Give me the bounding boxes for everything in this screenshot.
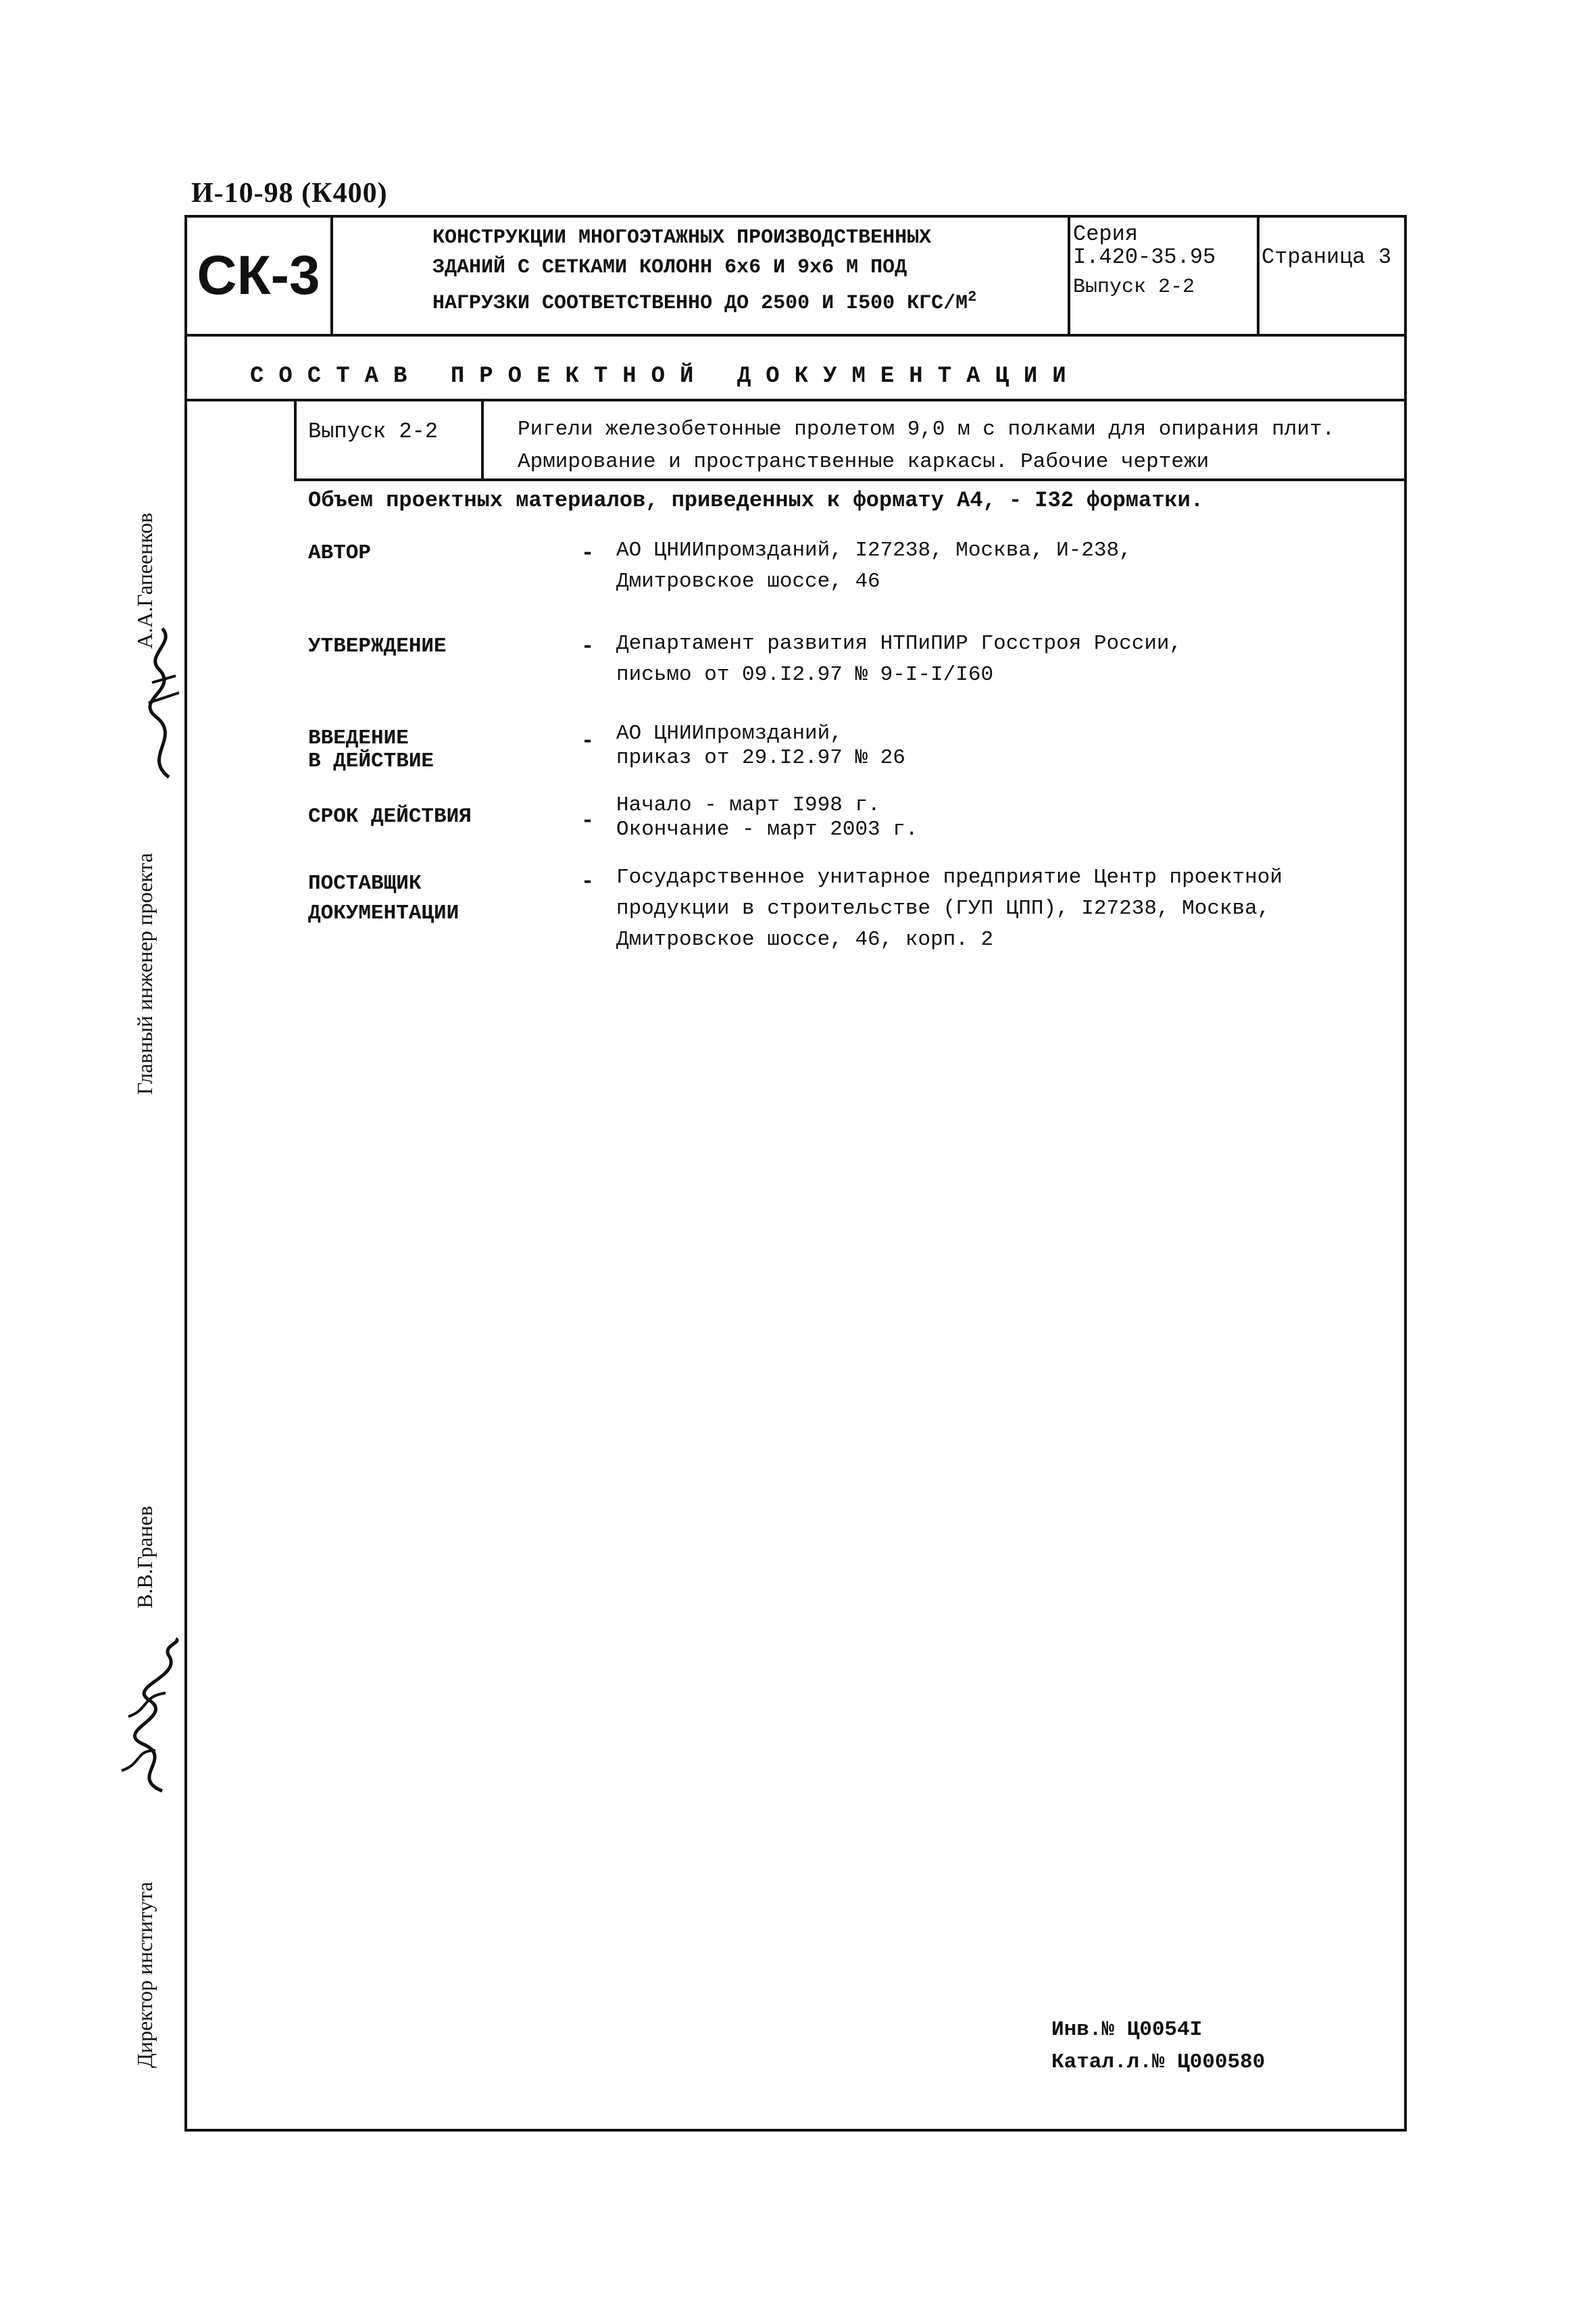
issue-row-divider: [481, 399, 484, 481]
series-number: I.420-35.95: [1073, 245, 1216, 270]
entry-enactment-label-line-2: В ДЕЙСТВИЕ: [308, 749, 434, 773]
entry-enactment-value-line-1: АО ЦНИИпромзданий,: [616, 722, 843, 745]
signature-director: [101, 1635, 196, 1798]
side-role-director: Директор института: [132, 1881, 157, 2068]
stamp-title-line-2: ЗДАНИЙ С СЕТКАМИ КОЛОНН 6х6 И 9х6 М ПОД: [432, 256, 907, 279]
issue-description-line-2: Армирование и пространственные каркасы. Рабочие чертежи: [518, 450, 1210, 474]
entry-author-value-line-2: Дмитровское шоссе, 46: [616, 570, 880, 593]
side-role-chief-engineer: Главный инженер проекта: [132, 852, 157, 1095]
inventory-number: Инв.№ Ц0054I: [1051, 2018, 1203, 2042]
stamp-issue-label: Выпуск 2-2: [1073, 276, 1195, 299]
issue-row-bottom-line: [294, 478, 1407, 481]
entry-author-label-line-1: АВТОР: [308, 541, 372, 565]
series-label: Серия: [1073, 222, 1139, 247]
section-title-bottom-line: [184, 399, 1407, 401]
entry-supplier-value-line-2: продукции в строительстве (ГУП ЦПП), I27238, Москва,: [616, 897, 1270, 920]
entry-enactment-label: [308, 727, 434, 773]
stamp-title-line-3: [432, 282, 1054, 318]
entry-approval-value-line-2: письмо от 09.I2.97 № 9-I-I/I60: [616, 663, 994, 687]
entry-author-value-line-1: АО ЦНИИпромзданий, I27238, Москва, И-238,: [616, 539, 1132, 562]
catalog-number: Катал.л.№ Ц000580: [1051, 2050, 1266, 2074]
entry-enactment-label-line-1: ВВЕДЕНИЕ: [308, 727, 409, 750]
stamp-title-superscript: 2: [968, 289, 977, 305]
entry-enactment-value: [616, 722, 1427, 770]
stamp-divider-1: [330, 215, 333, 334]
entry-supplier-label-line-1: ПОСТАВЩИК: [308, 872, 422, 895]
side-name-chief-engineer: А.А.Гапеенков: [132, 512, 157, 649]
volume-text: Объем проектных материалов, приведенных к формату А4, - I32 форматки.: [308, 488, 1204, 513]
entry-validity-label-line-1: СРОК ДЕЙСТВИЯ: [308, 805, 472, 829]
stamp-code: СК-3: [197, 245, 320, 306]
entry-supplier-value-line-3: Дмитровское шоссе, 46, корп. 2: [616, 928, 994, 952]
entry-approval-dash: -: [581, 634, 595, 659]
entry-validity-label: [308, 806, 472, 829]
entry-approval-value-line-1: Департамент развития НТПиПИР Госстроя России,: [616, 632, 1182, 656]
stamp-divider-2: [1068, 215, 1070, 334]
entry-supplier-dash: -: [581, 869, 595, 894]
issue-label: Выпуск 2-2: [308, 419, 439, 444]
issue-row-left-line: [294, 399, 297, 481]
entry-author-label: [308, 542, 371, 565]
entry-supplier-value: [616, 862, 1427, 956]
entry-approval-value: [616, 629, 1427, 691]
signature-chief-engineer: [122, 622, 196, 784]
entry-author-dash: -: [581, 541, 595, 566]
stamp-bottom-line: [184, 334, 1407, 337]
entry-supplier-value-line-1: Государственное унитарное предприятие Центр проектной: [616, 866, 1282, 889]
entry-supplier-label: [308, 869, 459, 929]
stamp-title-line-3-text: НАГРУЗКИ СООТВЕТСТВЕННО ДО 2500 И I500 КГС/М: [432, 292, 968, 315]
document-code: И-10-98 (К400): [191, 178, 388, 209]
stamp-divider-3: [1257, 215, 1260, 334]
entry-approval-label-line-1: УТВЕРЖДЕНИЕ: [308, 635, 447, 658]
side-name-director: В.В.Гранев: [132, 1506, 157, 1608]
entry-enactment-value-line-2: приказ от 29.I2.97 № 26: [616, 746, 905, 770]
page-label: Страница 3: [1262, 245, 1392, 270]
stamp-title-line-1: КОНСТРУКЦИИ МНОГОЭТАЖНЫХ ПРОИЗВОДСТВЕННЫХ: [432, 226, 932, 249]
issue-description: [518, 414, 1396, 478]
entry-enactment-dash: -: [581, 729, 595, 754]
stamp-title: [432, 223, 1054, 318]
issue-description-line-1: Ригели железобетонные пролетом 9,0 м с полками для опирания плит.: [518, 418, 1335, 441]
entry-validity-dash: -: [581, 808, 595, 833]
entry-author-value: [616, 535, 1427, 597]
entry-validity-value-line-2: Окончание - март 2003 г.: [616, 818, 918, 841]
entry-validity-value-line-1: Начало - март I998 г.: [616, 793, 880, 817]
entry-validity-value: [616, 793, 1427, 842]
entry-supplier-label-line-2: ДОКУМЕНТАЦИИ: [308, 902, 459, 925]
section-title: СОСТАВ ПРОЕКТНОЙ ДОКУМЕНТАЦИИ: [250, 364, 1081, 389]
entry-approval-label: [308, 635, 447, 658]
